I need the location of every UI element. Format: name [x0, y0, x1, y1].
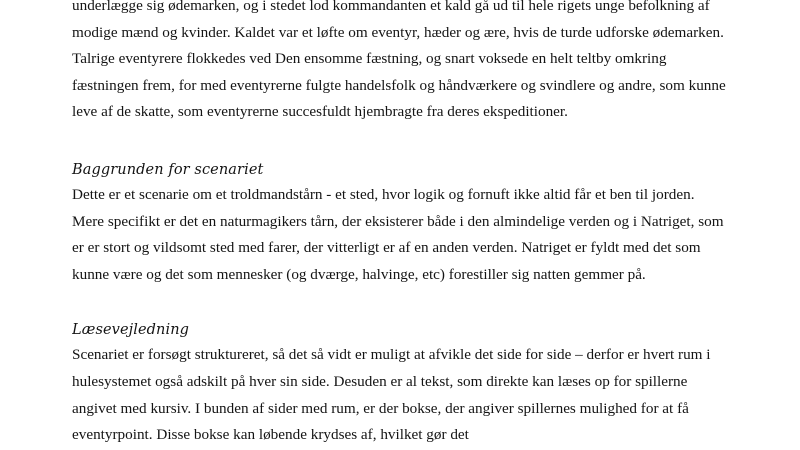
section-heading-baggrunden: Baggrunden for scenariet	[72, 161, 264, 178]
section-laesevejledning	[72, 319, 730, 448]
section-baggrunden-for-scenariet	[72, 159, 730, 288]
section-body-baggrunden: Dette er et scenarie om et troldmandstårn - et sted, hvor logik og fornuft ikke altid får et ben til jorden. Mere specifikt er det en naturmagikers tårn, der eksisterer både i den almindelige verden og i Natriget, som er er stort og vildsomt sted med farer, der vitterligt er af en anden verden. Natriget er fyldt med det som kunne være og det som mennesker (og dværge, halvinge, etc) forestiller sig natten gemmer på.	[72, 185, 724, 283]
section-spacer	[72, 126, 730, 159]
section-heading-laesevejledning: Læsevejledning	[72, 322, 190, 339]
paragraph-intro-continued: underlægge sig ødemarken, og i stedet lod kommandanten et kald gå ud til hele rigets unge befolkning af modige mænd og kvinder. Kaldet var et løfte om eventyr, hæder og ære, hvis de turde udforske ødemarken. Talrige eventyrere flokkedes ved Den ensomme fæstning, og snart voksede en helt teltby omkring fæstningen frem, for med eventyrerne fulgte handelsfolk og håndværkere og svindlere og andre, som kunne leve af de skatte, som eventyrerne succesfuldt hjembragte fra deres ekspeditioner.	[72, 0, 726, 121]
section-spacer	[72, 288, 730, 319]
section-body-laesevejledning: Scenariet er forsøgt struktureret, så det så vidt er muligt at afvikle det side for side – derfor er hvert rum i hulesystemet også adskilt på hver sin side. Desuden er al tekst, som direkte kan læses op for spillerne angivet med kursiv. I bunden af sider med rum, er der bokse, der angiver spillernes mulighed for at få eventyrpoint. Disse bokse kan løbende krydses af, hvilket gør det	[72, 346, 711, 444]
